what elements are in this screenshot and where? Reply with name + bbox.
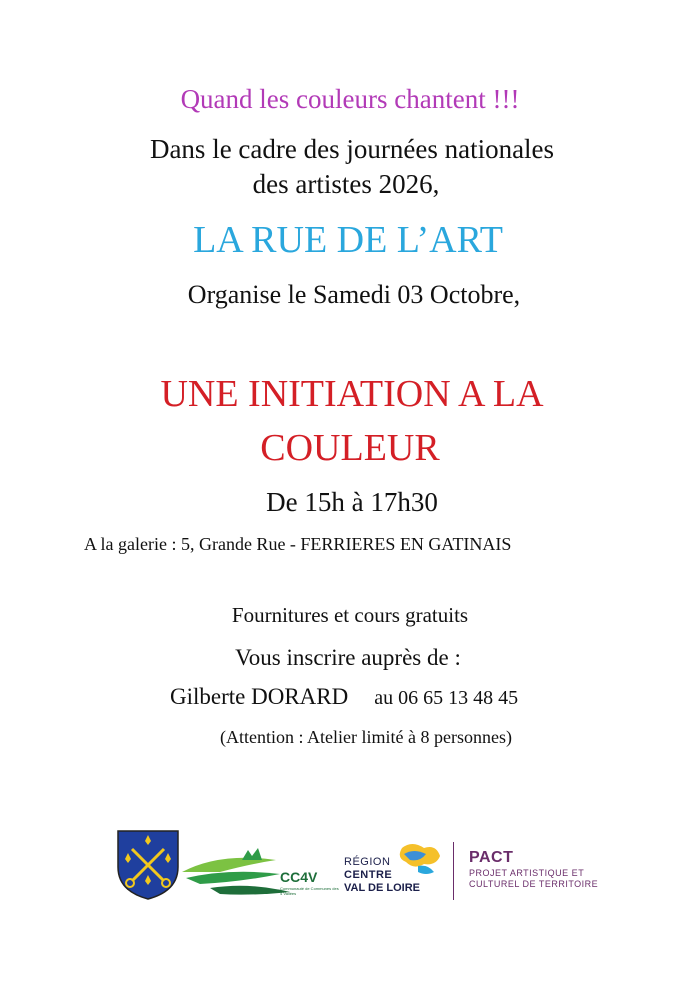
- region-line-2: CENTRE: [344, 869, 393, 881]
- event-place: A la galerie : 5, Grande Rue - FERRIERES EN GATINAIS: [84, 534, 512, 554]
- event-title-line-2: COULEUR: [260, 427, 440, 469]
- context-line-1: Dans le cadre des journées nationales: [149, 134, 555, 164]
- capacity-note: (Attention : Atelier limité à 8 personnes): [220, 727, 512, 747]
- event-hours: De 15h à 17h30: [266, 487, 438, 517]
- subtitle: Quand les couleurs chantent !!!: [180, 84, 520, 114]
- contact-phone: au 06 65 13 48 45: [374, 687, 519, 709]
- register-info: Vous inscrire auprès de :: [235, 645, 461, 670]
- pact-title: PACT: [469, 849, 514, 866]
- event-title-line-1: UNE INITIATION A LA: [160, 373, 544, 415]
- cc4v-subtitle: Communauté de Communes des 4 Vallées: [280, 886, 339, 896]
- event-date: Organise le Samedi 03 Octobre,: [187, 280, 521, 309]
- organizer-name: LA RUE DE L’ART: [193, 219, 503, 261]
- region-line-1: RÉGION: [344, 856, 391, 868]
- region-line-3: VAL DE LOIRE: [344, 882, 420, 894]
- supplies-info: Fournitures et cours gratuits: [231, 603, 469, 627]
- coat-of-arms-icon: [116, 829, 180, 901]
- context-line-2: des artistes 2026,: [252, 169, 440, 199]
- contact-name: Gilberte DORARD: [170, 684, 349, 709]
- pact-subtitle: PROJET ARTISTIQUE ET CULTUREL DE TERRITOIRE: [469, 868, 599, 889]
- cc4v-name: CC4V: [280, 869, 318, 885]
- logo-divider: [453, 842, 454, 900]
- contact-line: [170, 684, 518, 710]
